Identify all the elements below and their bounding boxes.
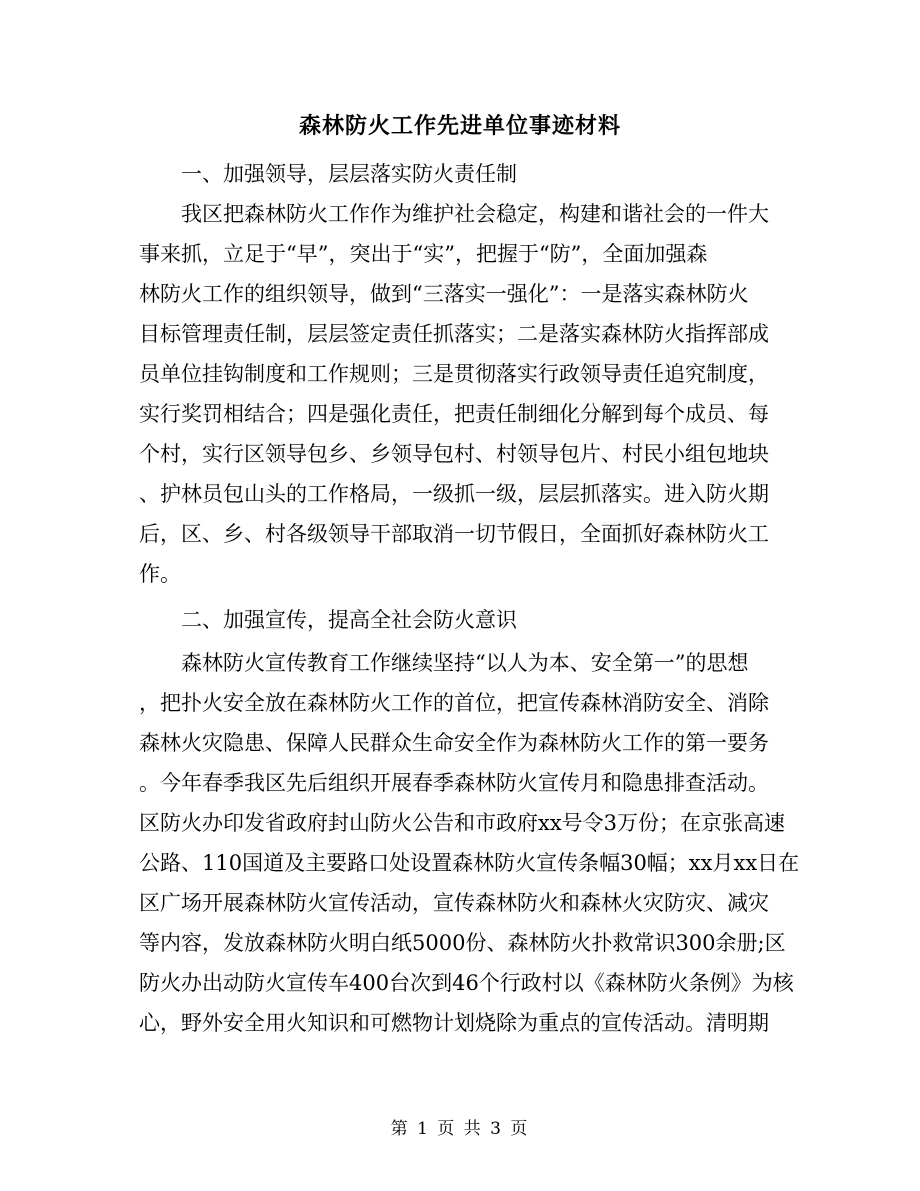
body-line: 后，区、乡、村各级领导干部取消一切节假日，全面抓好森林防火工 bbox=[139, 522, 769, 546]
section-heading-2: 二、加强宣传，提高全社会防火意识 bbox=[139, 608, 517, 632]
body-line: 、护林员包山头的工作格局，一级抓一级，层层抓落实。进入防火期 bbox=[139, 482, 769, 506]
body-line: 心，野外安全用火知识和可燃物计划烧除为重点的宣传活动。清明期 bbox=[139, 1011, 769, 1035]
body-line: 森林防火宣传教育工作继续坚持“以人为本、安全第一”的思想 bbox=[139, 651, 749, 675]
section-heading-1: 一、加强领导，层层落实防火责任制 bbox=[139, 162, 517, 186]
body-line: 目标管理责任制，层层签定责任抓落实；二是落实森林防火指挥部成 bbox=[139, 322, 769, 346]
body-line: 作。 bbox=[139, 562, 181, 586]
body-line: 事来抓，立足于“早”，突出于“实”，把握于“防”，全面加强森 bbox=[139, 242, 708, 266]
body-line: 森林火灾隐患、保障人民群众生命安全作为森林防火工作的第一要务 bbox=[139, 731, 769, 755]
body-line: 林防火工作的组织领导，做到“三落实一强化”：一是落实森林防火 bbox=[139, 282, 749, 306]
body-line: 区防火办印发省政府封山防火公告和市政府xx号令3万份；在京张高速 bbox=[139, 811, 786, 835]
body-line: 个村，实行区领导包乡、乡领导包村、村领导包片、村民小组包地块 bbox=[139, 442, 769, 466]
body-line: 防火办出动防火宣传车400台次到46个行政村以《森林防火条例》为核 bbox=[139, 971, 794, 995]
body-line: 员单位挂钩制度和工作规则；三是贯彻落实行政领导责任追究制度， bbox=[139, 362, 769, 386]
body-line: 实行奖罚相结合；四是强化责任，把责任制细化分解到每个成员、每 bbox=[139, 402, 769, 426]
page-number: 第 1 页 共 3 页 bbox=[390, 1119, 530, 1139]
body-line: ，把扑火安全放在森林防火工作的首位，把宣传森林消防安全、消除 bbox=[139, 691, 769, 715]
body-line: 区广场开展森林防火宣传活动，宣传森林防火和森林火灾防灾、减灾 bbox=[139, 891, 769, 915]
body-line: 我区把森林防火工作作为维护社会稳定，构建和谐社会的一件大 bbox=[139, 202, 769, 226]
document-title: 森林防火工作先进单位事迹材料 bbox=[298, 113, 621, 139]
body-line: 等内容，发放森林防火明白纸5000份、森林防火扑救常识300余册;区 bbox=[139, 931, 786, 955]
body-line: 公路、110国道及主要路口处设置森林防火宣传条幅30幅；xx月xx日在 bbox=[139, 851, 800, 875]
body-line: 。今年春季我区先后组织开展春季森林防火宣传月和隐患排查活动。 bbox=[139, 771, 769, 795]
